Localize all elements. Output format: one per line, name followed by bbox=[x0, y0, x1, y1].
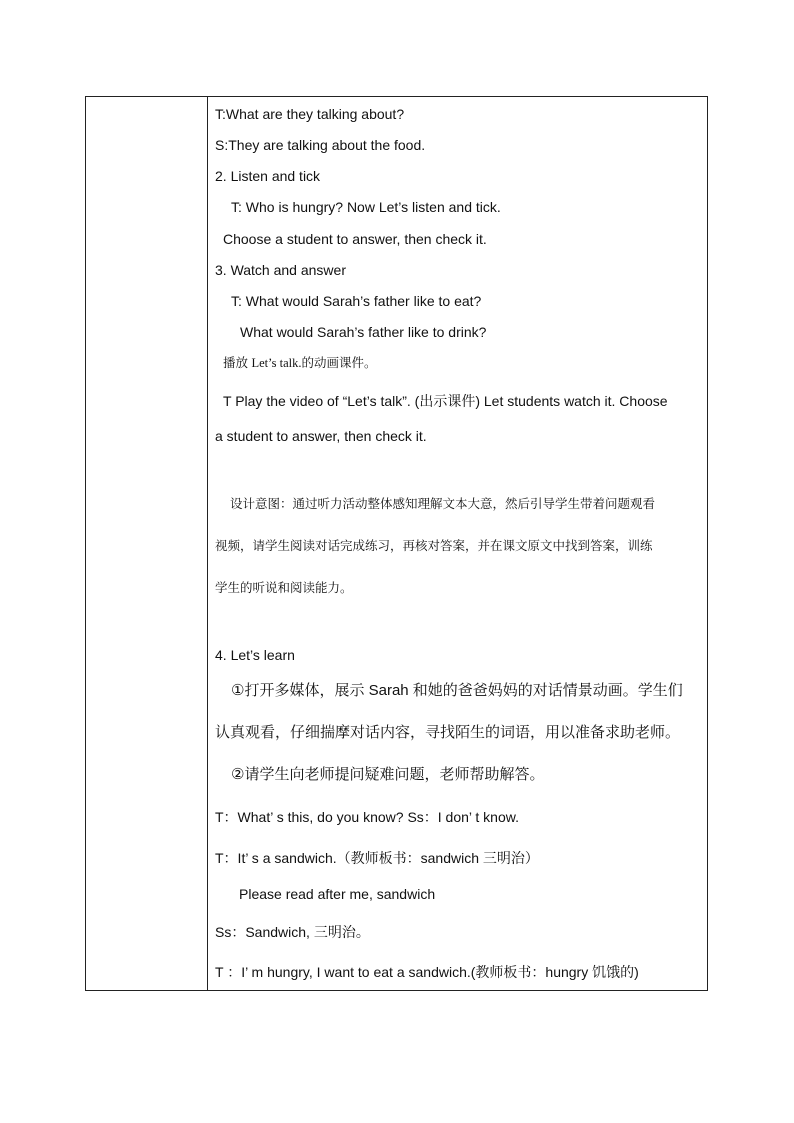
text-line: ②请学生向老师提问疑难问题，老师帮助解答。 bbox=[231, 766, 545, 783]
text-line: 学生的听说和阅读能力。 bbox=[215, 581, 353, 595]
text-line: Please read after me, sandwich bbox=[239, 886, 436, 902]
table-content-column bbox=[208, 97, 707, 990]
text-line: 视频，请学生阅读对话完成练习，再核对答案，并在课文原文中找到答案，训练 bbox=[215, 539, 653, 553]
text-line bbox=[223, 354, 377, 372]
text-line: T：It’ s a sandwich.（教师板书：sandwich 三明治） bbox=[215, 850, 539, 866]
text-line: T：What’ s this, do you know? Ss：I don’ t know. bbox=[215, 809, 519, 825]
text-line: ①打开多媒体，展示 Sarah 和她的爸爸妈妈的对话情景动画。学生们 bbox=[231, 682, 683, 699]
text-line: T: Who is hungry? Now Let’s listen and tick. bbox=[231, 199, 501, 215]
text-line: T ：I’ m hungry, I want to eat a sandwich.(教师板书：hungry 饥饿的) bbox=[215, 964, 639, 980]
text-line: T Play the video of “Let’s talk”. (出示课件) Let students watch it. Choose bbox=[223, 393, 668, 409]
text-line: What would Sarah’s father like to drink? bbox=[240, 324, 487, 340]
text-line: 认真观看，仔细揣摩对话内容，寻找陌生的词语，用以准备求助老师。 bbox=[215, 724, 681, 741]
text-segment: 播放 bbox=[223, 356, 249, 370]
table-left-column bbox=[86, 97, 208, 990]
text-segment: Let’s talk. bbox=[251, 356, 302, 370]
text-line: T:What are they talking about? bbox=[215, 106, 405, 122]
text-line: a student to answer, then check it. bbox=[215, 428, 427, 444]
text-line: Choose a student to answer, then check it. bbox=[223, 231, 487, 247]
text-segment: 的动画课件。 bbox=[301, 356, 377, 370]
text-line: 2. Listen and tick bbox=[215, 168, 321, 184]
text-line: S:They are talking about the food. bbox=[215, 137, 426, 153]
text-line: 设计意图：通过听力活动整体感知理解文本大意，然后引导学生带着问题观看 bbox=[230, 497, 656, 511]
text-line: 3. Watch and answer bbox=[215, 262, 346, 278]
text-line: T: What would Sarah’s father like to eat? bbox=[231, 293, 482, 309]
text-line: 4. Let’s learn bbox=[215, 647, 295, 663]
text-line: Ss：Sandwich, 三明治。 bbox=[215, 924, 370, 940]
lesson-table bbox=[85, 96, 708, 991]
